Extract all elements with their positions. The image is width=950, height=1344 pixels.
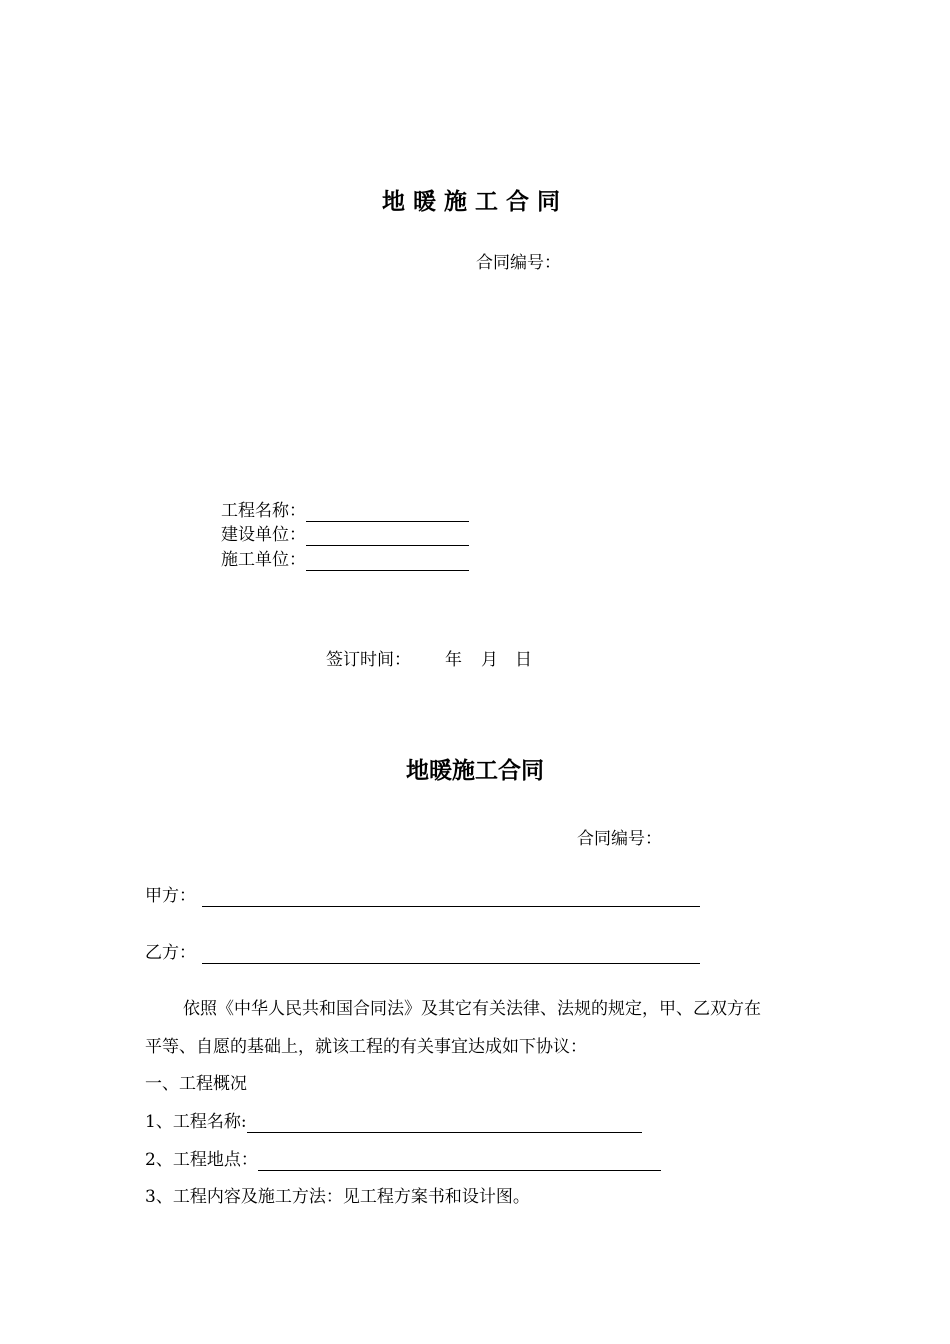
item-project-location [145, 1149, 661, 1171]
item-label: 1、工程名称: [145, 1112, 247, 1132]
field-label: 工程名称： [221, 501, 306, 521]
day-label: 日 [515, 650, 532, 670]
party-b-line [145, 942, 700, 964]
party-b-label: 乙方： [145, 943, 196, 963]
month-label: 月 [481, 650, 498, 670]
contract-no-label: 合同编号： [577, 829, 662, 849]
contract-title: 地暖施工合同 [406, 757, 544, 784]
item-project-location-blank [258, 1152, 661, 1171]
contractor-blank [306, 552, 469, 571]
party-b-blank [202, 945, 700, 964]
year-label: 年 [445, 650, 462, 670]
item-project-content: 3、工程内容及施工方法：见工程方案书和设计图。 [145, 1187, 530, 1207]
sign-date-label: 签订时间： [326, 650, 411, 670]
party-a-line [145, 885, 700, 907]
item-project-name-blank [247, 1114, 642, 1133]
cover-field-contractor [221, 549, 469, 571]
cover-field-project-name [221, 500, 469, 522]
cover-sign-date [326, 649, 532, 671]
party-a-blank [202, 888, 700, 907]
item-project-name [145, 1111, 642, 1133]
party-a-label: 甲方： [145, 886, 196, 906]
section-heading: 一、工程概况 [145, 1074, 247, 1094]
field-label: 施工单位： [221, 550, 306, 570]
cover-contract-no-label: 合同编号： [476, 253, 561, 273]
field-label: 建设单位： [221, 525, 306, 545]
cover-title: 地暖施工合同 [382, 188, 568, 215]
item-label: 2、工程地点： [145, 1150, 258, 1170]
intro-paragraph-line2: 平等、自愿的基础上，就该工程的有关事宜达成如下协议： [145, 1037, 587, 1057]
cover-field-builder [221, 524, 469, 546]
project-name-blank [306, 503, 469, 522]
builder-blank [306, 527, 469, 546]
intro-paragraph-line1: 依照《中华人民共和国合同法》及其它有关法律、法规的规定，甲、乙双方在 [183, 999, 761, 1019]
